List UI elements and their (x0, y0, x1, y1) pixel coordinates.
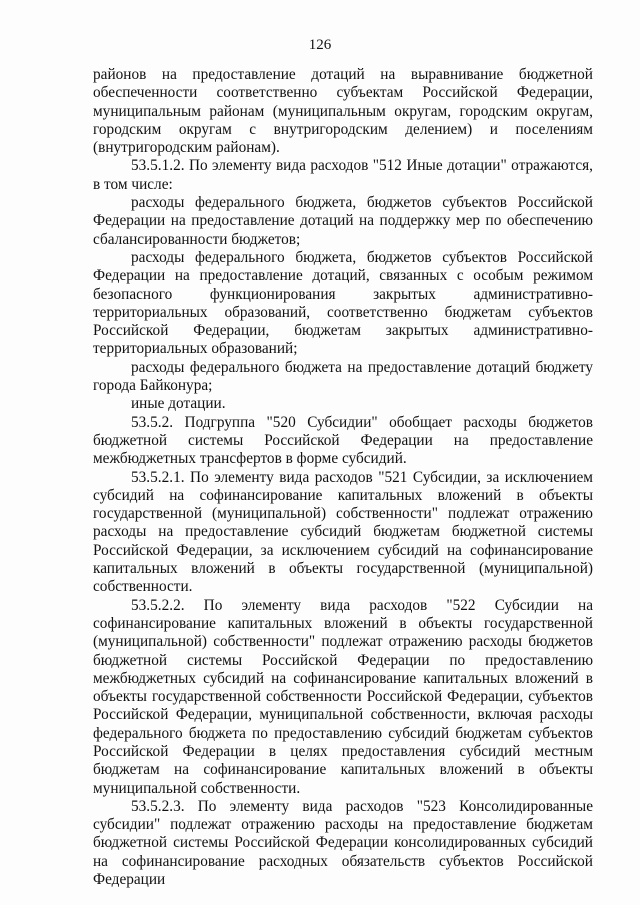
page-number: 126 (308, 37, 332, 53)
paragraph: расходы федерального бюджета, бюджетов субъектов Российской Федерации на предоставление дотаций, связанных с особым режимом безопасного функционирования закрытых административно-территориальных образований, соответственно бюджетам субъектов Российской Федерации, бюджетам закрытых административно-территориальных образований; (93, 248, 593, 358)
page-body (93, 66, 593, 889)
paragraph: 53.5.1.2. По элементу вида расходов "512 Иные дотации" отражаются, в том числе: (93, 157, 593, 193)
paragraph: 53.5.2.2. По элементу вида расходов "522 Субсидии на софинансирование капитальных вложений в объекты государственной (муниципальной) собственности" подлежат отражению расходы бюджетов бюджетной системы Российской Федерации по предоставлению межбюджетных субсидий на софинансирование капитальных вложений в объекты государственной собственности Российской Федерации, субъектов Российской Федерации, муниципальной собственности, включая расходы федерального бюджета по предоставлению субсидий бюджетам субъектов Российской Федерации в целях предоставления субсидий местным бюджетам на софинансирование капитальных вложений в объекты муниципальной собственности. (93, 596, 593, 797)
paragraph: 53.5.2.1. По элементу вида расходов "521 Субсидии, за исключением субсидий на софинансирование капитальных вложений в объекты государственной (муниципальной) собственности" подлежат отражению расходы на предоставление субсидий бюджетам бюджетной системы Российской Федерации, за исключением субсидий на софинансирование капитальных вложений в объекты государственной (муниципальной) собственности. (93, 468, 593, 596)
paragraph: районов на предоставление дотаций на выравнивание бюджетной обеспеченности соответственно субъектам Российской Федерации, муниципальным районам (муниципальным округам, городским округам, городским округам с внутригородским делением) и поселениям (внутригородским районам). (93, 66, 593, 157)
paragraph: иные дотации. (131, 395, 226, 413)
paragraph: расходы федерального бюджета на предоставление дотаций бюджету города Байконура; (93, 358, 593, 395)
paragraph: расходы федерального бюджета, бюджетов субъектов Российской Федерации на предоставление дотаций на поддержку мер по обеспечению сбалансированности бюджетов; (93, 194, 593, 248)
paragraph: 53.5.2.3. По элементу вида расходов "523 Консолидированные субсидии" подлежат отражению расходы на предоставление бюджетам бюджетной системы Российской Федерации консолидированных субсидий на софинансирование расходных обязательств субъектов Российской Федерации (93, 797, 593, 889)
paragraph: 53.5.2. Подгруппа "520 Субсидии" обобщает расходы бюджетов бюджетной системы Российской Федерации на предоставление межбюджетных трансфертов в форме субсидий. (93, 413, 593, 468)
